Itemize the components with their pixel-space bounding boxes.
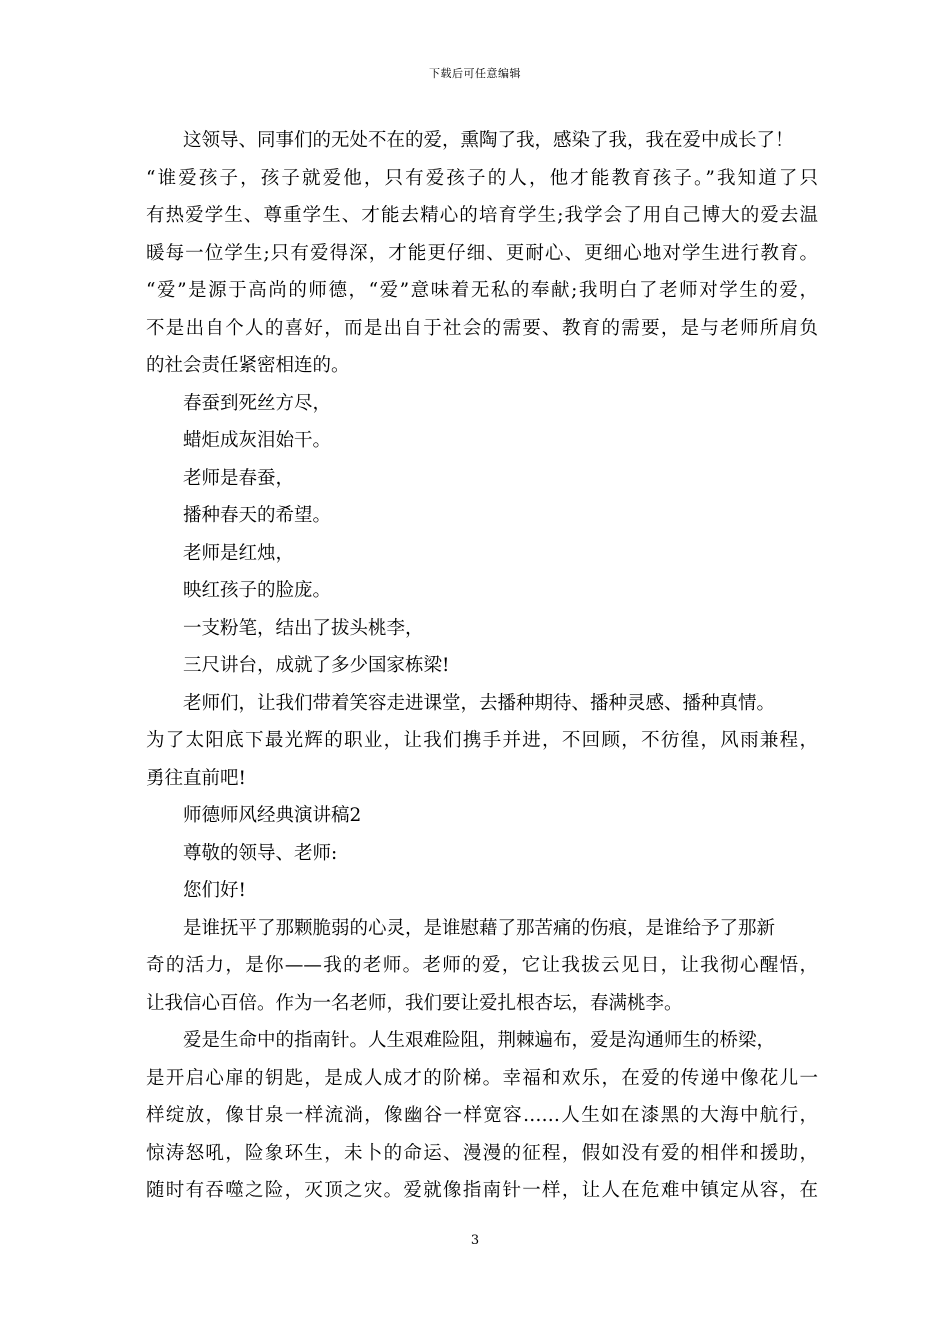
poem-line: 老师是春蚕， bbox=[183, 467, 295, 489]
poem-line: 一支粉笔，结出了拔头桃李， bbox=[183, 617, 424, 639]
page-header: 下载后可任意编辑 bbox=[429, 67, 521, 80]
poem-line: 蜡炬成灰泪始干。 bbox=[183, 430, 332, 451]
text-line: 有热爱学生、尊重学生、才能去精心的培育学生;我学会了用自己博大的爱去温 bbox=[146, 205, 818, 226]
text-line: 奇的活力，是你——我的老师。老师的爱，它让我拔云见日，让我彻心醒悟， bbox=[146, 955, 818, 976]
text-line: “谁爱孩子，孩子就爱他，只有爱孩子的人，他才能教育孩子。”我知道了只 bbox=[146, 167, 818, 189]
poem-line: 三尺讲台，成就了多少国家栋梁! bbox=[183, 655, 450, 676]
poem-line: 老师是红烛， bbox=[183, 542, 295, 564]
text-line: 老师们，让我们带着笑容走进课堂，去播种期待、播种灵感、播种真情。 bbox=[183, 692, 776, 714]
greeting: 您们好! bbox=[183, 880, 246, 901]
text-line: 爱是生命中的指南针。人生艰难险阻，荆棘遍布，爱是沟通师生的桥梁， bbox=[183, 1030, 776, 1051]
poem-line: 映红孩子的脸庞。 bbox=[183, 580, 332, 601]
text-line: 这领导、同事们的无处不在的爱，熏陶了我，感染了我，我在爱中成长了！ bbox=[183, 130, 794, 151]
text-line: 为了太阳底下最光辉的职业，让我们携手并进，不回顾，不彷徨，风雨兼程， bbox=[146, 730, 818, 751]
salutation: 尊敬的领导、老师: bbox=[183, 842, 338, 864]
text-line: 暖每一位学生;只有爱得深，才能更仔细、更耐心、更细心地对学生进行教育。 bbox=[146, 242, 818, 264]
text-line: 不是出自个人的喜好，而是出自于社会的需要、教育的需要，是与老师所肩负 bbox=[146, 317, 818, 339]
text-line: 是开启心扉的钥匙，是成人成才的阶梯。幸福和欢乐，在爱的传递中像花儿一 bbox=[146, 1067, 818, 1089]
text-line: 样绽放，像甘泉一样流淌，像幽谷一样宽容……人生如在漆黑的大海中航行， bbox=[146, 1105, 818, 1126]
section-title: 师德师风经典演讲稿2 bbox=[183, 805, 362, 826]
document-body bbox=[146, 122, 818, 1210]
poem-line: 播种春天的希望。 bbox=[183, 505, 332, 526]
text-line: 让我信心百倍。作为一名老师，我们要让爱扎根杏坛，春满桃李。 bbox=[146, 992, 683, 1014]
text-line: 勇往直前吧! bbox=[146, 767, 246, 789]
text-line: 惊涛怒吼，险象环生，未卜的命运、漫漫的征程，假如没有爱的相伴和援助， bbox=[146, 1142, 818, 1164]
poem-line: 春蚕到死丝方尽， bbox=[183, 392, 332, 414]
text-line: 是谁抚平了那颗脆弱的心灵，是谁慰藉了那苦痛的伤痕，是谁给予了那新 bbox=[183, 917, 776, 939]
page-number: 3 bbox=[470, 1233, 480, 1248]
text-line: 随时有吞噬之险，灭顶之灾。爱就像指南针一样，让人在危难中镇定从容，在 bbox=[146, 1180, 818, 1201]
text-line: “爱”是源于高尚的师德，“爱”意味着无私的奉献;我明白了老师对学生的爱， bbox=[146, 280, 818, 301]
text-line: 的社会责任紧密相连的。 bbox=[146, 355, 350, 376]
